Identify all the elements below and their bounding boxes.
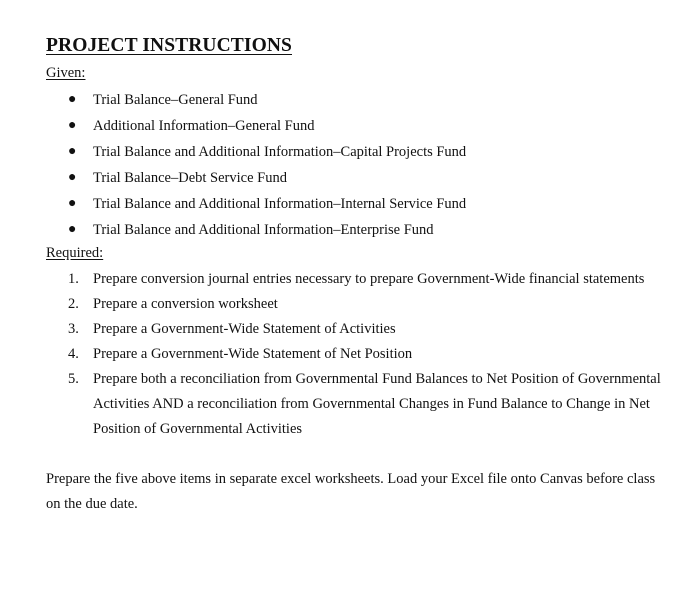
step-number: 1. [68,271,79,287]
bullet-icon: ● [68,222,77,237]
step-text: Prepare conversion journal entries necessary to prepare Government-Wide financial statements [93,271,645,287]
given-item-text: Trial Balance and Additional Information–Internal Service Fund [93,196,467,212]
given-item-text: Trial Balance and Additional Information–Capital Projects Fund [93,144,467,160]
step-number: 4. [68,346,79,362]
list-item [46,87,670,113]
list-item [46,139,670,165]
step-text: Prepare a Government-Wide Statement of Activities [93,321,396,337]
required-list [46,267,670,442]
step-number: 3. [68,321,79,337]
list-item [46,292,670,317]
bullet-icon: ● [68,196,77,211]
given-item-text: Trial Balance–General Fund [93,92,258,108]
step-text: Prepare a conversion worksheet [93,296,278,312]
page-title: PROJECT INSTRUCTIONS [46,35,292,56]
required-label: Required: [46,245,104,261]
bullet-icon: ● [68,144,77,159]
given-item-text: Trial Balance and Additional Information–Enterprise Fund [93,222,434,238]
bullet-icon: ● [68,118,77,133]
list-item [46,267,670,292]
list-item [46,317,670,342]
list-item [46,217,670,243]
submission-note: Prepare the five above items in separate excel worksheets. Load your Excel file onto Canvas before class on the due date. [46,471,656,512]
list-item [46,113,670,139]
step-number: 2. [68,296,79,312]
bullet-icon: ● [68,170,77,185]
step-text: Prepare a Government-Wide Statement of Net Position [93,346,413,362]
step-number: 5. [68,371,79,387]
given-item-text: Trial Balance–Debt Service Fund [93,170,287,186]
list-item [46,342,670,367]
list-item [46,367,670,442]
given-item-text: Additional Information–General Fund [93,118,315,134]
list-item [46,191,670,217]
list-item [46,165,670,191]
given-list [46,87,670,243]
step-text: Prepare both a reconciliation from Governmental Fund Balances to Net Position of Governmental Activities AND a reconciliation from Governmental Changes in Fund Balance to Change in Net Position of Governmental Activities [93,371,661,437]
given-label: Given: [46,65,86,81]
bullet-icon: ● [68,92,77,107]
